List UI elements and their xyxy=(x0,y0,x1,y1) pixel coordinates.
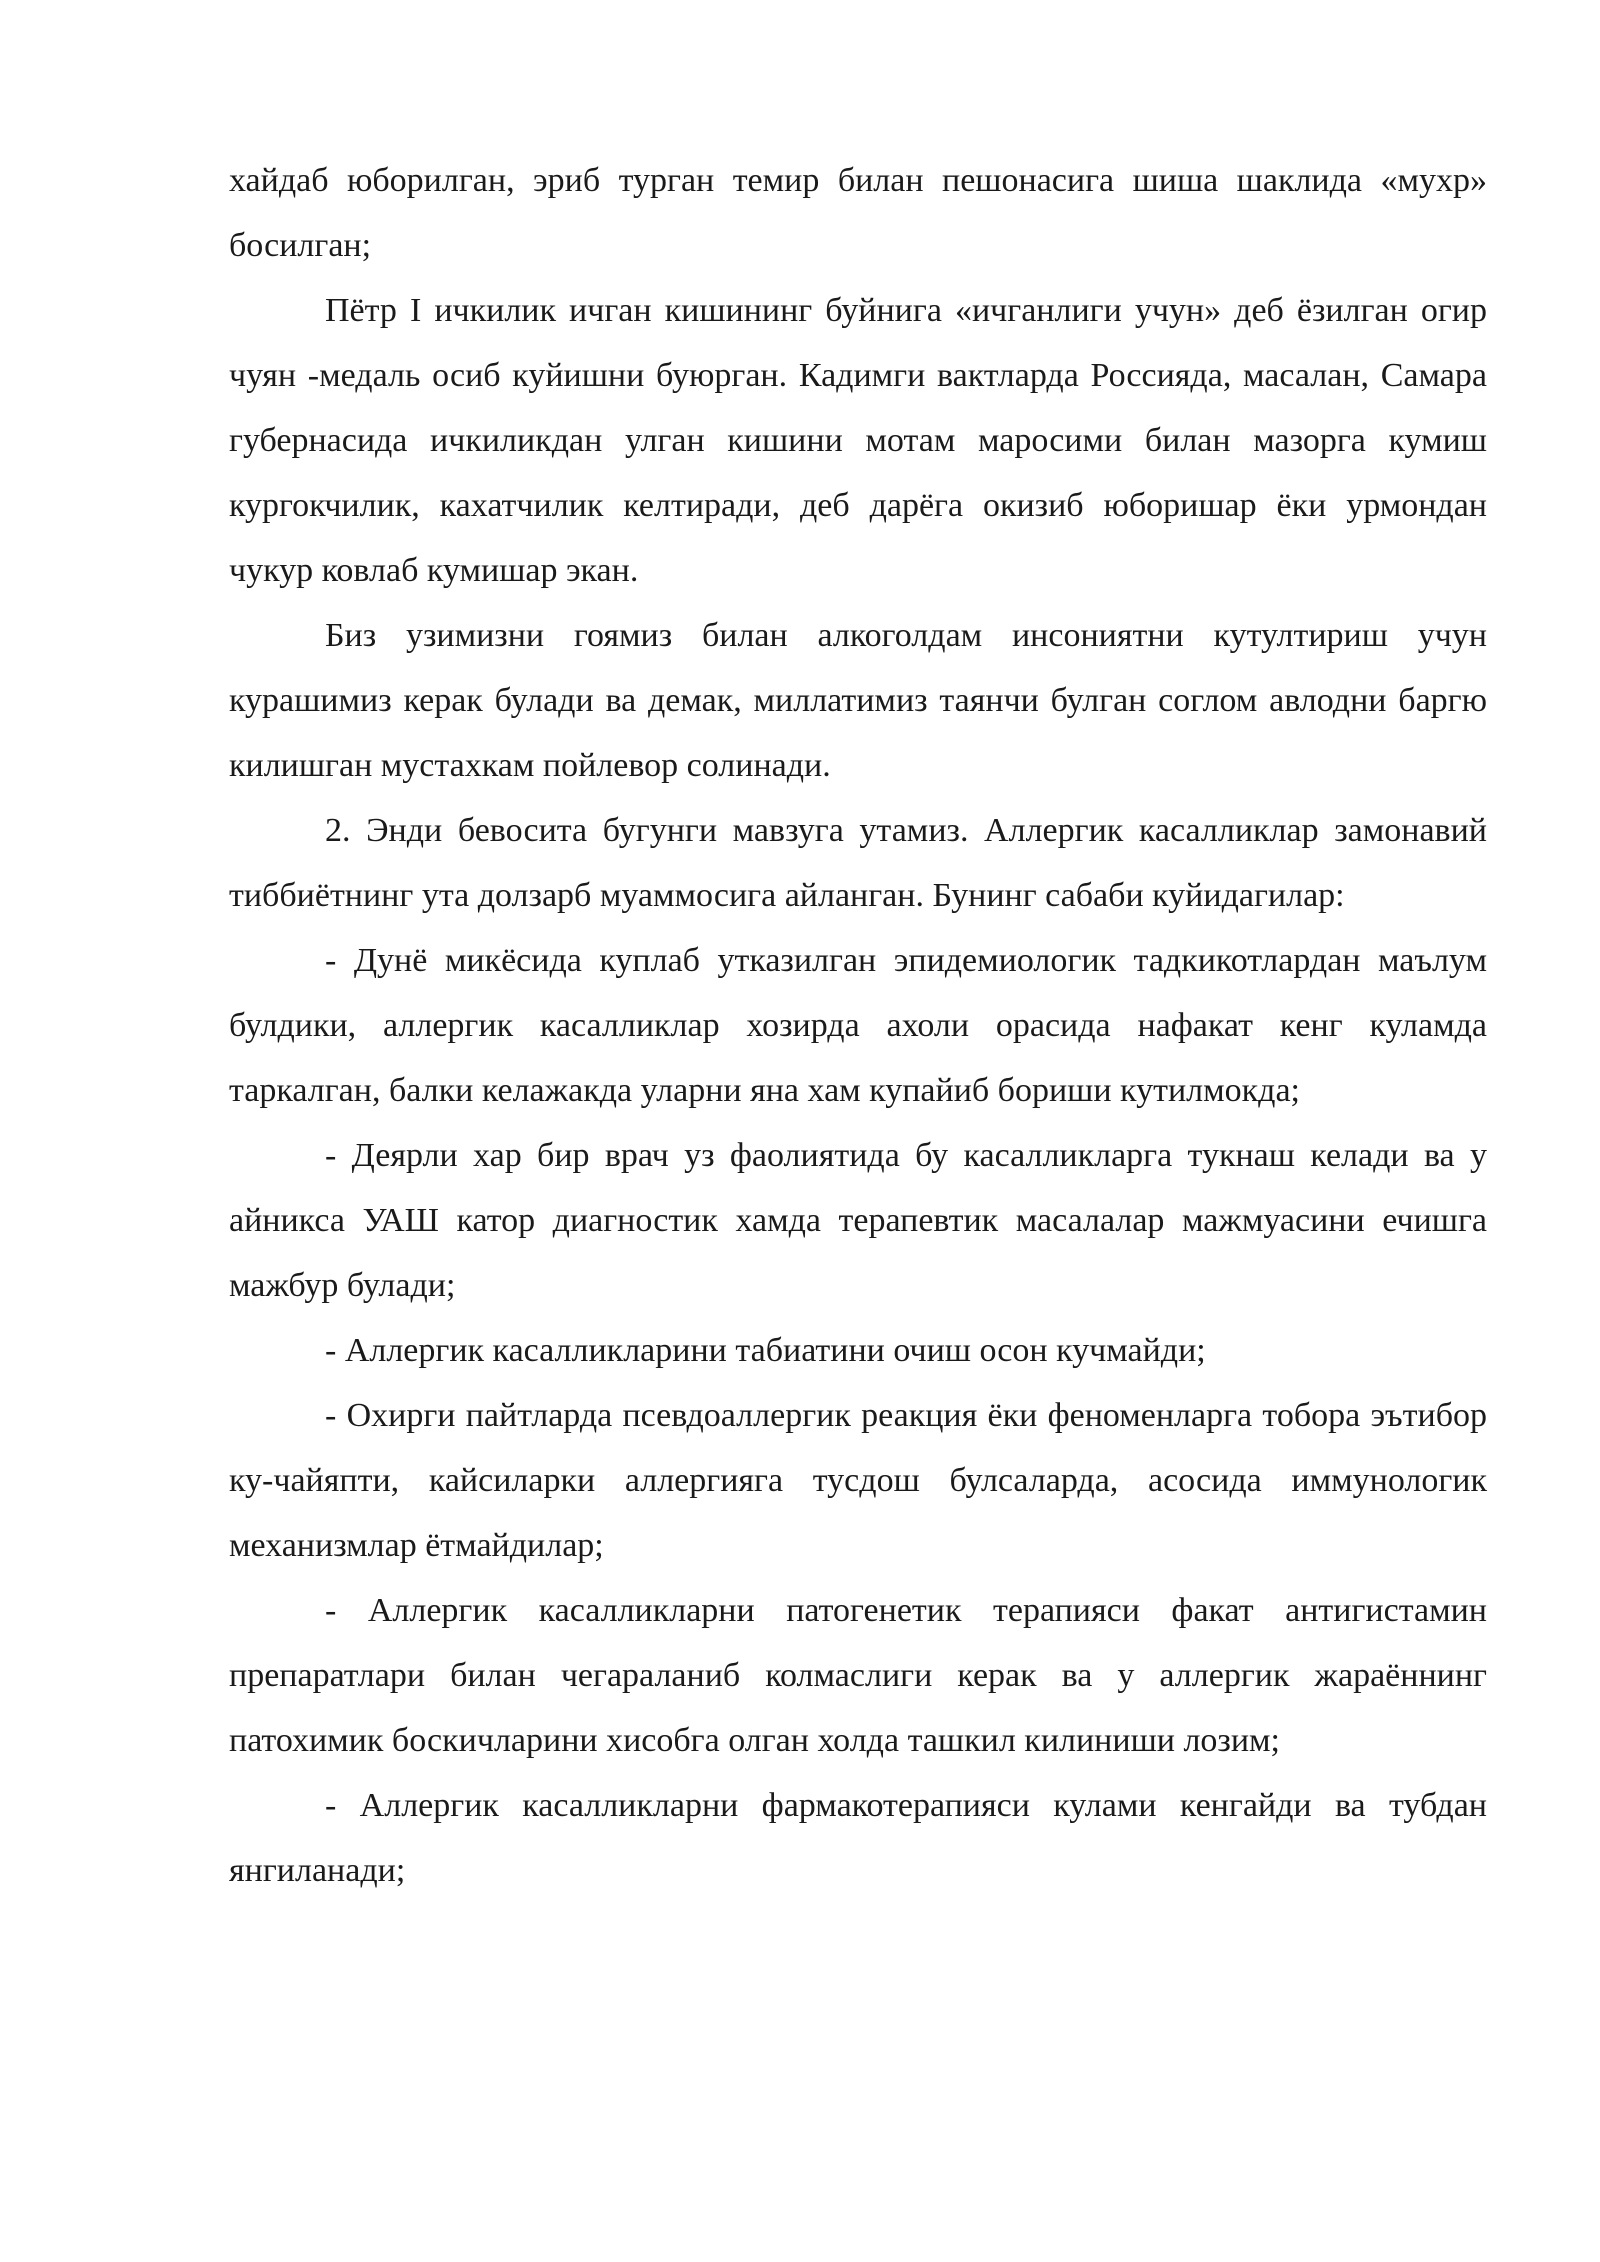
list-item-4: - Охирги пайтларда псевдоаллергик реакция ёки феноменларга тобора эътибор ку-чайяпти, кайсиларки аллергияга тусдош булсаларда, асосида иммунологик механизмлар ётмайдилар; xyxy=(229,1397,1487,1564)
paragraph-4: 2. Энди бевосита бугунги мавзуга утамиз. Аллергик касалликлар замонавий тиббиётнинг ута долзарб муаммосига айланган. Бунинг сабаби куйидагилар: xyxy=(229,812,1487,914)
paragraph-2: Пётр I ичкилик ичган кишининг буйнига «ичганлиги учун» деб ёзилган огир чуян -медаль осиб куйишни буюрган. Кадимги вактларда Россияда, масалан, Самара губернасида ичкиликдан улган кишини мотам маросими билан мазорга кумиш кургокчилик, кахатчилик келтиради, деб дарёга окизиб юборишар ёки урмондан чукур ковлаб кумишар экан. xyxy=(229,292,1487,589)
paragraph-3: Биз узимизни гоямиз билан алкоголдам инсониятни кутултириш учун курашимиз керак булади ва демак, миллатимиз таянчи булган соглом авлодни баргю килишган мустахкам пойлевор солинади. xyxy=(229,617,1487,784)
list-item-3: - Аллергик касалликларини табиатини очиш осон кучмайди; xyxy=(325,1332,1206,1369)
list-item-5: - Аллергик касалликларни патогенетик терапияси факат антигистамин препаратлари билан чегараланиб колмаслиги керак ва у аллергик жараённинг патохимик боскичларини хисобга олган холда ташкил килиниши лозим; xyxy=(229,1592,1487,1759)
list-item-6: - Аллергик касалликларни фармакотерапияси кулами кенгайди ва тубдан янгиланади; xyxy=(229,1787,1487,1889)
list-item-1: - Дунё микёсида куплаб утказилган эпидемиологик тадкикотлардан маълум булдики, аллергик касалликлар хозирда ахоли орасида нафакат кенг куламда таркалган, балки келажакда уларни яна хам купайиб бориши кутилмокда; xyxy=(229,942,1487,1109)
list-item-2: - Деярли хар бир врач уз фаолиятида бу касалликларга тукнаш келади ва у айникса УАШ катор диагностик хамда терапевтик масалалар мажмуасини ечишга мажбур булади; xyxy=(229,1137,1487,1304)
paragraph-1: хайдаб юборилган, эриб турган темир билан пешонасига шиша шаклида «мухр» босилган; xyxy=(229,162,1487,264)
document-body xyxy=(229,148,1487,1903)
